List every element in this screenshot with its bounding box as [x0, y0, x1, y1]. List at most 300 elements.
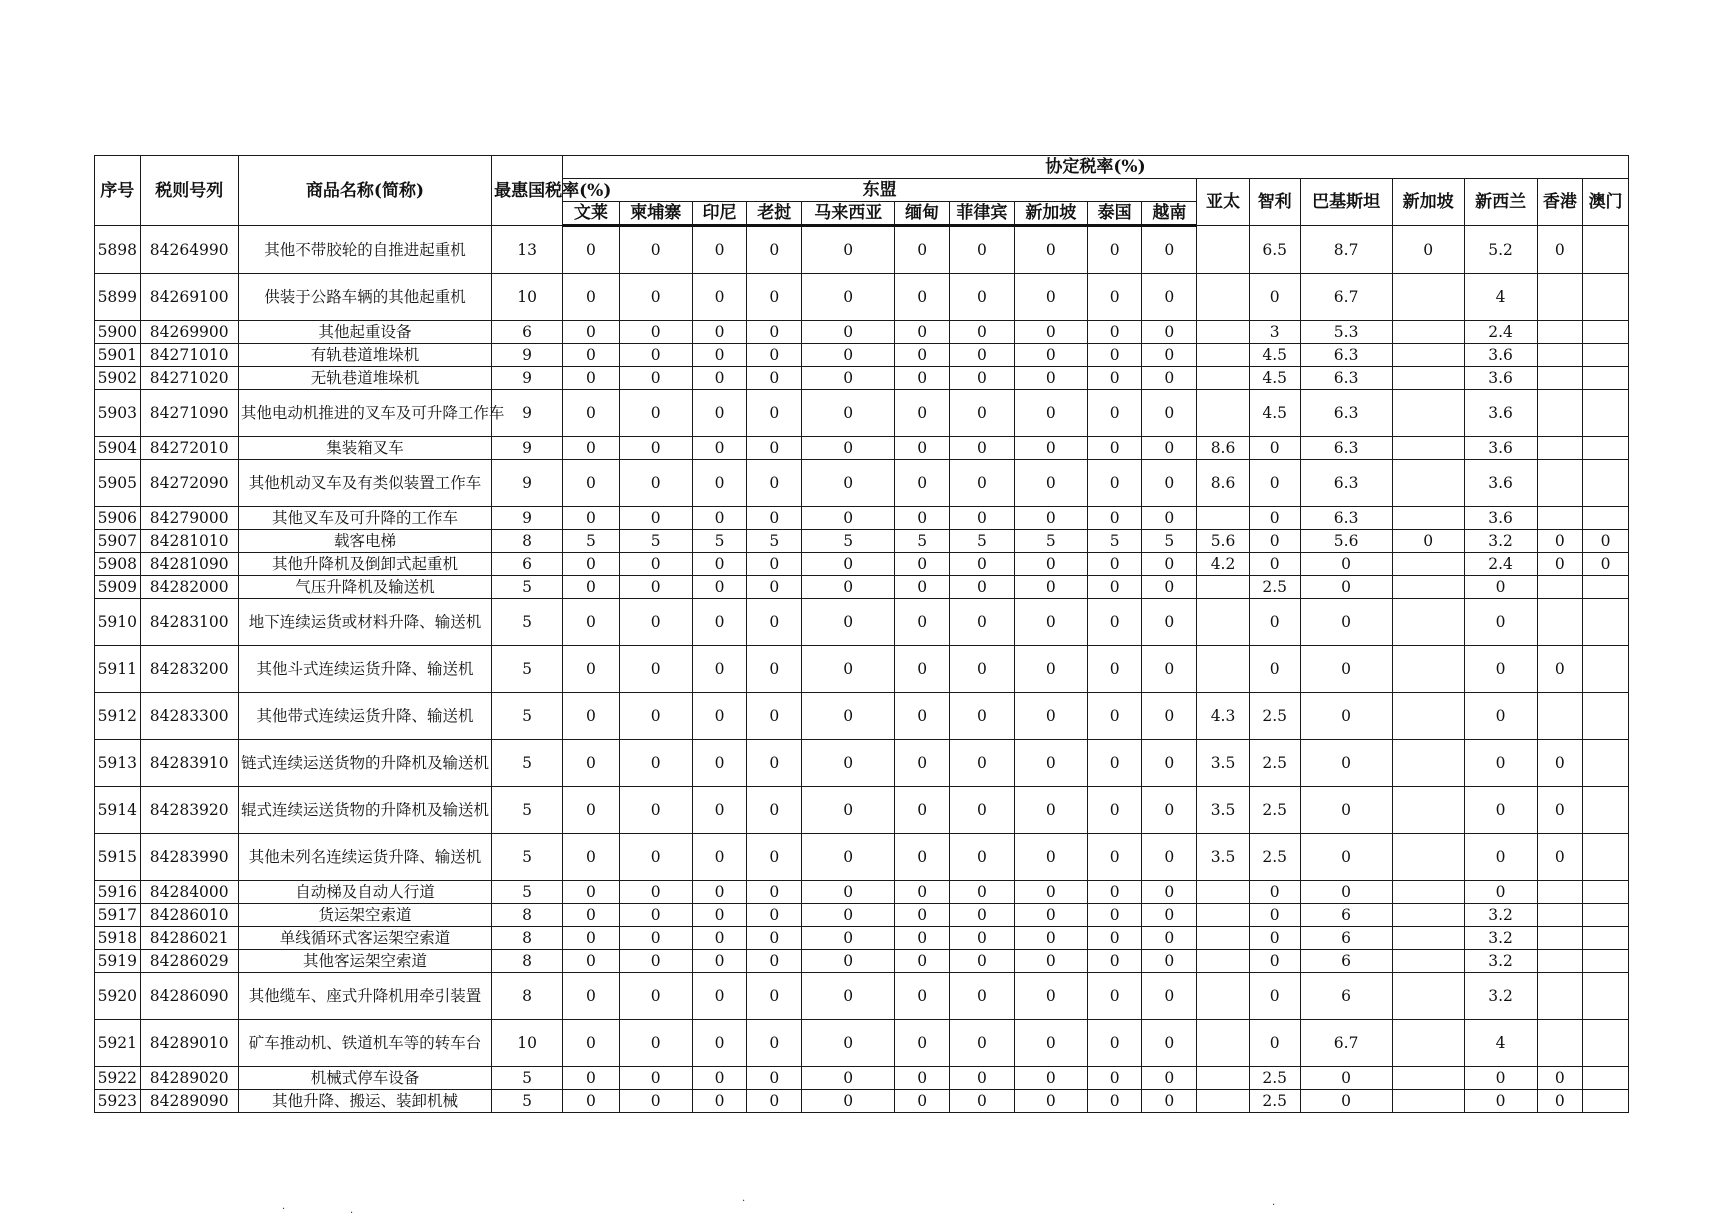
- cell-asean-rate: 0: [619, 904, 692, 927]
- cell-mfn: 9: [492, 344, 563, 367]
- table-row: [95, 460, 1629, 507]
- cell-newzealand-rate: 0: [1464, 1090, 1537, 1113]
- cell-asean-rate: 0: [619, 1020, 692, 1067]
- cell-chile-rate: 2.5: [1249, 834, 1300, 881]
- cell-macau-rate: [1583, 1020, 1629, 1067]
- cell-hongkong-rate: [1537, 927, 1583, 950]
- cell-asean-rate: 0: [1014, 367, 1087, 390]
- cell-asean-rate: 0: [747, 344, 802, 367]
- cell-pakistan-rate: 6: [1300, 973, 1392, 1020]
- cell-asean-rate: 0: [802, 390, 895, 437]
- cell-asean-rate: 0: [1142, 950, 1197, 973]
- cell-hongkong-rate: 0: [1537, 530, 1583, 553]
- cell-pakistan-rate: 0: [1300, 881, 1392, 904]
- cell-asean-rate: 0: [692, 1020, 747, 1067]
- cell-seq: 5921: [95, 1020, 141, 1067]
- cell-asean-rate: 0: [1087, 834, 1142, 881]
- cell-mfn: 8: [492, 904, 563, 927]
- cell-name: 其他电动机推进的叉车及可升降工作车: [238, 390, 491, 437]
- cell-asean-rate: 0: [1142, 437, 1197, 460]
- cell-pakistan-rate: 5.3: [1300, 321, 1392, 344]
- cell-asean-rate: 0: [895, 1067, 950, 1090]
- cell-asean-rate: 0: [950, 881, 1015, 904]
- cell-asean-rate: 0: [950, 646, 1015, 693]
- cell-asean-rate: 0: [1014, 507, 1087, 530]
- cell-mfn: 8: [492, 973, 563, 1020]
- cell-asean-rate: 0: [563, 599, 620, 646]
- cell-asean-rate: 0: [950, 226, 1015, 274]
- cell-newzealand-rate: 3.6: [1464, 367, 1537, 390]
- cell-asean-rate: 0: [802, 274, 895, 321]
- cell-apta-rate: 8.6: [1197, 460, 1250, 507]
- cell-singapore-rate: [1392, 646, 1464, 693]
- table-row: [95, 321, 1629, 344]
- cell-asean-rate: 0: [747, 460, 802, 507]
- cell-asean-rate: 0: [950, 460, 1015, 507]
- cell-mfn: 9: [492, 367, 563, 390]
- cell-asean-rate: 0: [563, 460, 620, 507]
- cell-code: 84283300: [140, 693, 238, 740]
- cell-asean-rate: 0: [747, 881, 802, 904]
- cell-asean-rate: 0: [895, 321, 950, 344]
- cell-mfn: 9: [492, 460, 563, 507]
- cell-asean-rate: 0: [619, 927, 692, 950]
- cell-mfn: 6: [492, 553, 563, 576]
- cell-asean-rate: 0: [619, 740, 692, 787]
- cell-asean-rate: 0: [1014, 881, 1087, 904]
- table-row: [95, 1067, 1629, 1090]
- cell-asean-rate: 0: [563, 367, 620, 390]
- cell-macau-rate: [1583, 460, 1629, 507]
- cell-seq: 5910: [95, 599, 141, 646]
- cell-code: 84289010: [140, 1020, 238, 1067]
- cell-macau-rate: [1583, 693, 1629, 740]
- cell-seq: 5900: [95, 321, 141, 344]
- cell-asean-rate: 0: [1014, 390, 1087, 437]
- table-row: [95, 226, 1629, 274]
- cell-chile-rate: 2.5: [1249, 1067, 1300, 1090]
- cell-asean-rate: 0: [895, 553, 950, 576]
- cell-pakistan-rate: 6.3: [1300, 390, 1392, 437]
- cell-macau-rate: [1583, 321, 1629, 344]
- cell-hongkong-rate: [1537, 576, 1583, 599]
- cell-asean-rate: 0: [619, 1067, 692, 1090]
- cell-hongkong-rate: [1537, 274, 1583, 321]
- cell-asean-rate: 0: [747, 834, 802, 881]
- cell-apta-rate: [1197, 390, 1250, 437]
- cell-newzealand-rate: 3.2: [1464, 530, 1537, 553]
- cell-apta-rate: [1197, 274, 1250, 321]
- header-country: 新西兰: [1464, 179, 1537, 226]
- cell-asean-rate: 0: [1087, 390, 1142, 437]
- cell-asean-rate: 0: [1014, 274, 1087, 321]
- cell-newzealand-rate: 0: [1464, 1067, 1537, 1090]
- cell-asean-rate: 0: [619, 344, 692, 367]
- cell-asean-rate: 0: [1014, 1090, 1087, 1113]
- cell-asean-rate: 5: [1014, 530, 1087, 553]
- cell-asean-rate: 0: [563, 321, 620, 344]
- cell-apta-rate: [1197, 507, 1250, 530]
- table-row: [95, 274, 1629, 321]
- cell-asean-rate: 0: [895, 646, 950, 693]
- cell-code: 84271010: [140, 344, 238, 367]
- cell-asean-rate: 0: [1014, 321, 1087, 344]
- cell-asean-rate: 0: [619, 226, 692, 274]
- cell-hongkong-rate: 0: [1537, 787, 1583, 834]
- cell-newzealand-rate: 3.6: [1464, 460, 1537, 507]
- cell-asean-rate: 0: [1142, 274, 1197, 321]
- cell-asean-rate: 0: [895, 576, 950, 599]
- cell-newzealand-rate: 0: [1464, 576, 1537, 599]
- cell-asean-rate: 0: [1142, 646, 1197, 693]
- cell-asean-rate: 0: [1014, 904, 1087, 927]
- cell-asean-rate: 0: [895, 390, 950, 437]
- cell-apta-rate: [1197, 950, 1250, 973]
- cell-singapore-rate: [1392, 950, 1464, 973]
- table-row: [95, 390, 1629, 437]
- cell-chile-rate: 0: [1249, 460, 1300, 507]
- cell-name: 气压升降机及输送机: [238, 576, 491, 599]
- header-asean-country: 越南: [1142, 202, 1197, 226]
- cell-asean-rate: 0: [950, 834, 1015, 881]
- cell-asean-rate: 0: [1142, 834, 1197, 881]
- cell-asean-rate: 0: [619, 693, 692, 740]
- cell-code: 84283200: [140, 646, 238, 693]
- cell-hongkong-rate: 0: [1537, 740, 1583, 787]
- table-row: [95, 530, 1629, 553]
- cell-asean-rate: 0: [563, 927, 620, 950]
- cell-asean-rate: 0: [619, 367, 692, 390]
- cell-chile-rate: 2.5: [1249, 740, 1300, 787]
- cell-chile-rate: 2.5: [1249, 787, 1300, 834]
- cell-hongkong-rate: [1537, 599, 1583, 646]
- cell-name: 自动梯及自动人行道: [238, 881, 491, 904]
- cell-newzealand-rate: 4: [1464, 1020, 1537, 1067]
- cell-asean-rate: 0: [950, 693, 1015, 740]
- cell-asean-rate: 0: [802, 787, 895, 834]
- cell-asean-rate: 5: [895, 530, 950, 553]
- cell-asean-rate: 0: [1087, 1067, 1142, 1090]
- cell-asean-rate: 0: [950, 367, 1015, 390]
- header-asean-country: 柬埔寨: [619, 202, 692, 226]
- cell-asean-rate: 0: [950, 599, 1015, 646]
- cell-pakistan-rate: 6.3: [1300, 344, 1392, 367]
- cell-asean-rate: 0: [1142, 460, 1197, 507]
- cell-asean-rate: 0: [563, 787, 620, 834]
- cell-asean-rate: 0: [563, 1067, 620, 1090]
- cell-hongkong-rate: [1537, 437, 1583, 460]
- header-asean-country: 文莱: [563, 202, 620, 226]
- cell-asean-rate: 0: [895, 274, 950, 321]
- cell-asean-rate: 0: [563, 226, 620, 274]
- cell-hongkong-rate: [1537, 367, 1583, 390]
- cell-pakistan-rate: 6.7: [1300, 1020, 1392, 1067]
- cell-name: 无轨巷道堆垛机: [238, 367, 491, 390]
- cell-asean-rate: 0: [692, 576, 747, 599]
- cell-asean-rate: 0: [895, 344, 950, 367]
- cell-pakistan-rate: 0: [1300, 553, 1392, 576]
- cell-asean-rate: 0: [1014, 834, 1087, 881]
- cell-code: 84284000: [140, 881, 238, 904]
- cell-asean-rate: 0: [895, 834, 950, 881]
- cell-macau-rate: [1583, 904, 1629, 927]
- cell-name: 机械式停车设备: [238, 1067, 491, 1090]
- cell-asean-rate: 0: [950, 1020, 1015, 1067]
- cell-singapore-rate: [1392, 904, 1464, 927]
- cell-name: 其他叉车及可升降的工作车: [238, 507, 491, 530]
- cell-pakistan-rate: 6.3: [1300, 460, 1392, 507]
- cell-pakistan-rate: 6: [1300, 950, 1392, 973]
- cell-apta-rate: [1197, 904, 1250, 927]
- cell-asean-rate: 0: [1087, 1020, 1142, 1067]
- cell-code: 84286010: [140, 904, 238, 927]
- cell-code: 84283920: [140, 787, 238, 834]
- cell-asean-rate: 0: [747, 740, 802, 787]
- cell-asean-rate: 0: [692, 460, 747, 507]
- cell-hongkong-rate: [1537, 460, 1583, 507]
- cell-asean-rate: 0: [619, 553, 692, 576]
- cell-hongkong-rate: 0: [1537, 1090, 1583, 1113]
- cell-seq: 5903: [95, 390, 141, 437]
- cell-asean-rate: 0: [1142, 881, 1197, 904]
- cell-asean-rate: 0: [950, 321, 1015, 344]
- cell-asean-rate: 0: [1142, 740, 1197, 787]
- cell-singapore-rate: 0: [1392, 226, 1464, 274]
- cell-newzealand-rate: 0: [1464, 787, 1537, 834]
- cell-chile-rate: 0: [1249, 553, 1300, 576]
- cell-apta-rate: 3.5: [1197, 787, 1250, 834]
- cell-asean-rate: 0: [563, 1020, 620, 1067]
- cell-asean-rate: 0: [1142, 599, 1197, 646]
- cell-asean-rate: 0: [563, 834, 620, 881]
- cell-asean-rate: 0: [563, 507, 620, 530]
- cell-asean-rate: 0: [1014, 1020, 1087, 1067]
- cell-macau-rate: [1583, 881, 1629, 904]
- cell-asean-rate: 0: [1014, 460, 1087, 507]
- cell-singapore-rate: [1392, 693, 1464, 740]
- cell-seq: 5918: [95, 927, 141, 950]
- cell-apta-rate: [1197, 599, 1250, 646]
- cell-name: 其他未列名连续运货升降、输送机: [238, 834, 491, 881]
- cell-asean-rate: 0: [747, 390, 802, 437]
- cell-asean-rate: 5: [802, 530, 895, 553]
- cell-mfn: 9: [492, 390, 563, 437]
- cell-asean-rate: 0: [692, 834, 747, 881]
- header-code: 税则号列: [140, 156, 238, 226]
- cell-name: 辊式连续运送货物的升降机及输送机: [238, 787, 491, 834]
- table-body: [95, 226, 1629, 1113]
- cell-asean-rate: 0: [1142, 927, 1197, 950]
- cell-macau-rate: [1583, 599, 1629, 646]
- cell-asean-rate: 0: [692, 904, 747, 927]
- cell-asean-rate: 0: [619, 646, 692, 693]
- cell-mfn: 5: [492, 599, 563, 646]
- cell-asean-rate: 0: [747, 367, 802, 390]
- cell-chile-rate: 2.5: [1249, 693, 1300, 740]
- cell-apta-rate: [1197, 1020, 1250, 1067]
- cell-newzealand-rate: 2.4: [1464, 321, 1537, 344]
- header-seq: 序号: [95, 156, 141, 226]
- cell-asean-rate: 0: [692, 507, 747, 530]
- cell-macau-rate: [1583, 787, 1629, 834]
- cell-mfn: 5: [492, 787, 563, 834]
- cell-macau-rate: [1583, 950, 1629, 973]
- cell-asean-rate: 0: [692, 973, 747, 1020]
- cell-asean-rate: 0: [1014, 553, 1087, 576]
- scan-speck: ·: [1272, 1200, 1276, 1211]
- cell-seq: 5913: [95, 740, 141, 787]
- cell-asean-rate: 0: [802, 927, 895, 950]
- table-row: [95, 950, 1629, 973]
- cell-asean-rate: 0: [802, 950, 895, 973]
- cell-asean-rate: 0: [895, 1090, 950, 1113]
- cell-chile-rate: 0: [1249, 437, 1300, 460]
- cell-asean-rate: 0: [563, 274, 620, 321]
- cell-mfn: 5: [492, 1067, 563, 1090]
- cell-asean-rate: 0: [692, 950, 747, 973]
- cell-pakistan-rate: 8.7: [1300, 226, 1392, 274]
- header-name: 商品名称(简称): [238, 156, 491, 226]
- cell-asean-rate: 0: [802, 507, 895, 530]
- cell-asean-rate: 0: [747, 646, 802, 693]
- cell-asean-rate: 0: [1087, 553, 1142, 576]
- cell-asean-rate: 0: [802, 881, 895, 904]
- cell-asean-rate: 0: [563, 740, 620, 787]
- cell-asean-rate: 0: [950, 344, 1015, 367]
- cell-seq: 5914: [95, 787, 141, 834]
- cell-asean-rate: 0: [747, 1020, 802, 1067]
- cell-asean-rate: 0: [802, 740, 895, 787]
- cell-singapore-rate: [1392, 1090, 1464, 1113]
- cell-chile-rate: 0: [1249, 950, 1300, 973]
- cell-mfn: 5: [492, 740, 563, 787]
- cell-asean-rate: 0: [1142, 1090, 1197, 1113]
- cell-singapore-rate: [1392, 344, 1464, 367]
- cell-seq: 5912: [95, 693, 141, 740]
- cell-asean-rate: 0: [692, 599, 747, 646]
- cell-chile-rate: 4.5: [1249, 344, 1300, 367]
- cell-hongkong-rate: [1537, 904, 1583, 927]
- cell-singapore-rate: [1392, 1020, 1464, 1067]
- table-row: [95, 1090, 1629, 1113]
- cell-asean-rate: 0: [1087, 599, 1142, 646]
- header-country: 澳门: [1583, 179, 1629, 226]
- cell-singapore-rate: [1392, 787, 1464, 834]
- table-row: [95, 881, 1629, 904]
- cell-asean-rate: 0: [1087, 787, 1142, 834]
- cell-seq: 5911: [95, 646, 141, 693]
- cell-code: 84289090: [140, 1090, 238, 1113]
- cell-asean-rate: 0: [619, 787, 692, 834]
- cell-chile-rate: 0: [1249, 973, 1300, 1020]
- cell-asean-rate: 0: [1014, 437, 1087, 460]
- cell-asean-rate: 0: [692, 553, 747, 576]
- cell-hongkong-rate: [1537, 950, 1583, 973]
- cell-code: 84286029: [140, 950, 238, 973]
- cell-newzealand-rate: 4: [1464, 274, 1537, 321]
- cell-singapore-rate: [1392, 1067, 1464, 1090]
- header-agreement: 协定税率(%): [563, 156, 1629, 179]
- cell-asean-rate: 0: [895, 693, 950, 740]
- cell-asean-rate: 0: [950, 274, 1015, 321]
- cell-asean-rate: 0: [619, 390, 692, 437]
- cell-asean-rate: 5: [619, 530, 692, 553]
- header-country: 智利: [1249, 179, 1300, 226]
- cell-asean-rate: 0: [950, 904, 1015, 927]
- cell-newzealand-rate: 3.2: [1464, 950, 1537, 973]
- table-row: [95, 787, 1629, 834]
- cell-newzealand-rate: 0: [1464, 740, 1537, 787]
- cell-apta-rate: 4.3: [1197, 693, 1250, 740]
- table-row: [95, 507, 1629, 530]
- cell-asean-rate: 0: [802, 321, 895, 344]
- header-asean-country: 马来西亚: [802, 202, 895, 226]
- cell-asean-rate: 0: [802, 367, 895, 390]
- cell-asean-rate: 0: [895, 599, 950, 646]
- cell-asean-rate: 0: [802, 693, 895, 740]
- cell-name: 地下连续运货或材料升降、输送机: [238, 599, 491, 646]
- cell-apta-rate: [1197, 344, 1250, 367]
- cell-asean-rate: 0: [802, 576, 895, 599]
- tariff-table: [94, 155, 1629, 1113]
- cell-asean-rate: 0: [563, 576, 620, 599]
- cell-chile-rate: 4.5: [1249, 390, 1300, 437]
- cell-pakistan-rate: 6.3: [1300, 367, 1392, 390]
- cell-asean-rate: 0: [1087, 740, 1142, 787]
- cell-asean-rate: 0: [563, 390, 620, 437]
- cell-asean-rate: 0: [1014, 973, 1087, 1020]
- cell-newzealand-rate: 0: [1464, 881, 1537, 904]
- cell-code: 84281090: [140, 553, 238, 576]
- table-row: [95, 1020, 1629, 1067]
- cell-asean-rate: 0: [747, 321, 802, 344]
- cell-pakistan-rate: 0: [1300, 834, 1392, 881]
- cell-asean-rate: 0: [692, 344, 747, 367]
- cell-seq: 5899: [95, 274, 141, 321]
- cell-singapore-rate: [1392, 507, 1464, 530]
- cell-asean-rate: 0: [895, 460, 950, 507]
- cell-chile-rate: 0: [1249, 530, 1300, 553]
- cell-asean-rate: 0: [950, 927, 1015, 950]
- cell-apta-rate: [1197, 576, 1250, 599]
- cell-asean-rate: 5: [950, 530, 1015, 553]
- cell-asean-rate: 0: [950, 950, 1015, 973]
- cell-asean-rate: 0: [1014, 693, 1087, 740]
- cell-asean-rate: 0: [802, 460, 895, 507]
- cell-asean-rate: 0: [1014, 226, 1087, 274]
- cell-macau-rate: [1583, 1067, 1629, 1090]
- scan-speck: ·: [742, 1196, 746, 1207]
- cell-asean-rate: 0: [1087, 344, 1142, 367]
- cell-asean-rate: 0: [1142, 226, 1197, 274]
- cell-macau-rate: [1583, 226, 1629, 274]
- cell-asean-rate: 0: [1087, 950, 1142, 973]
- cell-code: 84283100: [140, 599, 238, 646]
- cell-asean-rate: 0: [950, 553, 1015, 576]
- cell-hongkong-rate: 0: [1537, 553, 1583, 576]
- header-asean-country: 老挝: [747, 202, 802, 226]
- cell-asean-rate: 0: [692, 1067, 747, 1090]
- cell-asean-rate: 0: [619, 881, 692, 904]
- cell-pakistan-rate: 6.3: [1300, 437, 1392, 460]
- cell-asean-rate: 0: [1087, 927, 1142, 950]
- cell-asean-rate: 5: [1142, 530, 1197, 553]
- cell-apta-rate: [1197, 646, 1250, 693]
- cell-asean-rate: 0: [563, 950, 620, 973]
- cell-asean-rate: 0: [747, 1067, 802, 1090]
- cell-name: 其他机动叉车及有类似装置工作车: [238, 460, 491, 507]
- cell-asean-rate: 0: [692, 693, 747, 740]
